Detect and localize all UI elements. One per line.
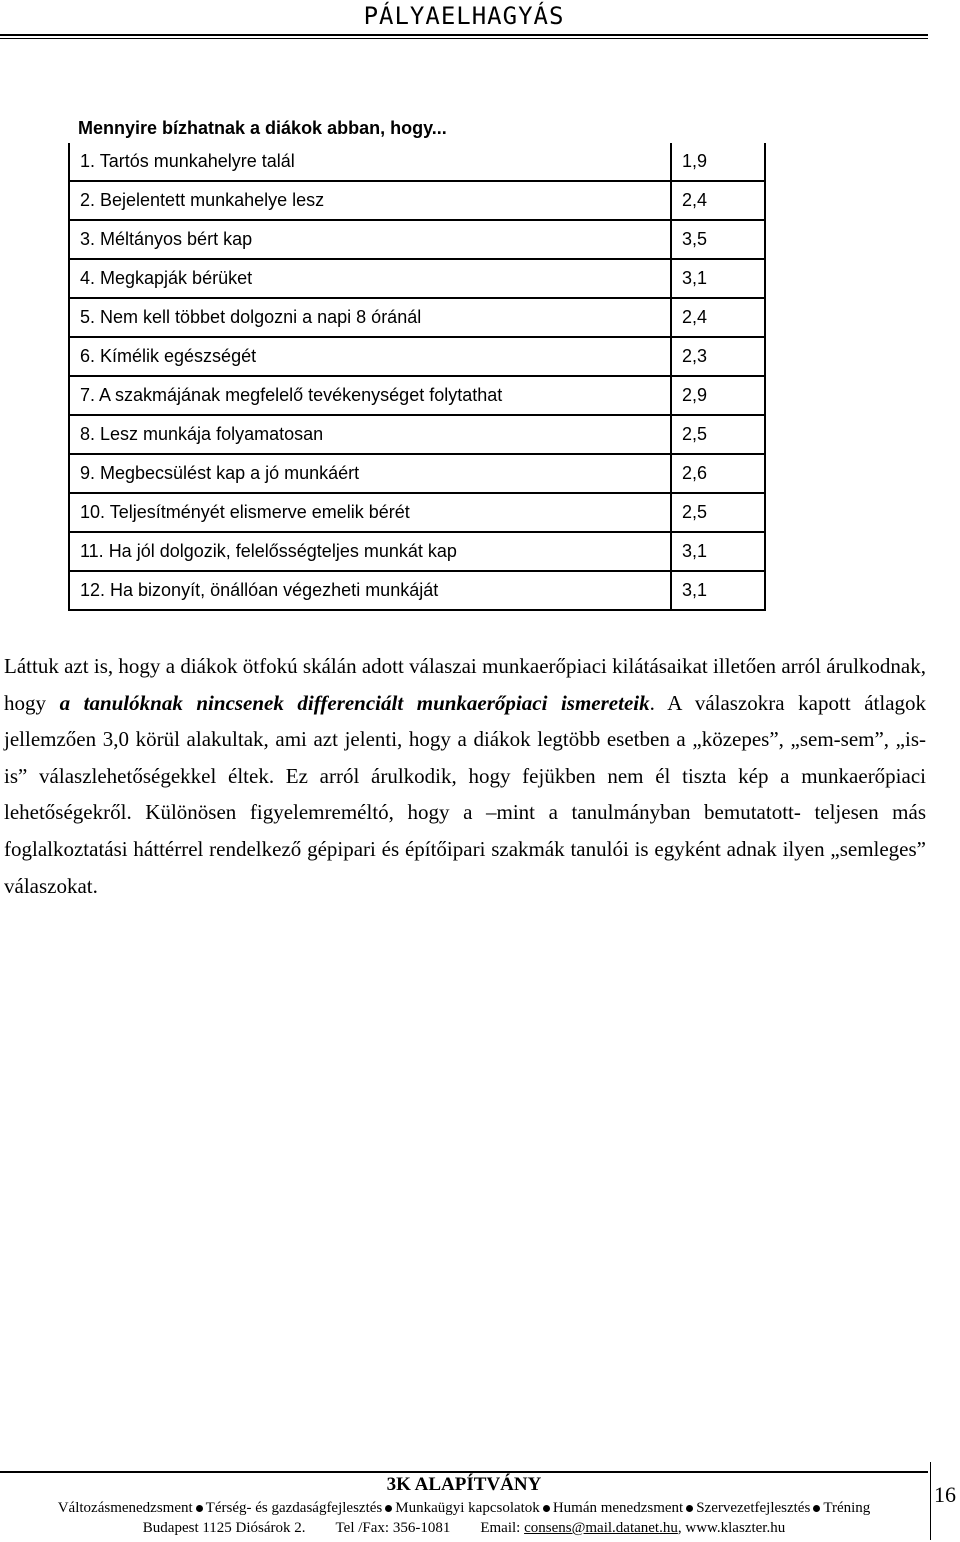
footer-service-item: Szervezetfejlesztés <box>696 1500 811 1516</box>
row-value: 2,5 <box>671 415 765 454</box>
row-label: 3. Méltányos bért kap <box>69 220 671 259</box>
row-value: 3,5 <box>671 220 765 259</box>
row-label: 8. Lesz munkája folyamatosan <box>69 415 671 454</box>
row-label: 11. Ha jól dolgozik, felelősségteljes munkát kap <box>69 532 671 571</box>
footer-service-item: Változásmenedzsment <box>57 1500 193 1516</box>
row-value: 2,9 <box>671 376 765 415</box>
footer-rule <box>0 1471 928 1473</box>
footer-service-item: Tréning <box>823 1500 871 1516</box>
survey-table <box>68 143 766 611</box>
survey-question: Mennyire bízhatnak a diákok abban, hogy... <box>78 118 447 138</box>
row-value: 2,4 <box>671 298 765 337</box>
bullet-icon <box>686 1505 693 1512</box>
page-number: 16 <box>934 1482 956 1507</box>
footer-organization: 3K ALAPÍTVÁNY <box>386 1474 542 1495</box>
footer-service-item: Munkaügyi kapcsolatok <box>395 1500 540 1516</box>
row-value: 3,1 <box>671 259 765 298</box>
body-paragraph <box>4 648 926 904</box>
footer-service-item: Térség- és gazdaságfejlesztés <box>205 1500 383 1516</box>
paragraph-emphasis: a tanulóknak nincsenek differenciált munkaerőpiaci ismereteik <box>59 690 650 715</box>
footer-website: , www.klaszter.hu <box>677 1520 786 1536</box>
bullet-icon <box>813 1505 820 1512</box>
table-row <box>69 532 765 571</box>
row-value: 2,3 <box>671 337 765 376</box>
header-rule-thin <box>0 38 928 39</box>
bullet-icon <box>543 1505 550 1512</box>
row-value: 1,9 <box>671 143 765 181</box>
table-row <box>69 181 765 220</box>
footer-email-link[interactable]: consens@mail.datanet.hu <box>524 1520 678 1536</box>
paragraph-text-1: Láttuk azt is, hogy a diákok ötfokú skálán adott válaszai munkaerőpiaci kilátásaikat illetően arról árulkodnak, hogy <box>4 654 926 715</box>
table-row <box>69 337 765 376</box>
table-row <box>69 454 765 493</box>
page-number-divider <box>930 1462 931 1540</box>
table-row <box>69 493 765 532</box>
row-label: 6. Kímélik egészségét <box>69 337 671 376</box>
row-value: 3,1 <box>671 571 765 610</box>
row-value: 2,5 <box>671 493 765 532</box>
row-label: 10. Teljesítményét elismerve emelik bérét <box>69 493 671 532</box>
footer-service-item: Humán menedzsment <box>552 1500 684 1516</box>
footer-address-line <box>0 1520 928 1537</box>
table-row <box>69 415 765 454</box>
footer-address: Budapest 1125 Diósárok 2. <box>142 1520 306 1536</box>
table-row <box>69 376 765 415</box>
table-row <box>69 259 765 298</box>
table-row <box>69 220 765 259</box>
bullet-icon <box>196 1505 203 1512</box>
row-value: 3,1 <box>671 532 765 571</box>
row-label: 2. Bejelentett munkahelye lesz <box>69 181 671 220</box>
bullet-icon <box>385 1505 392 1512</box>
row-label: 12. Ha bizonyít, önállóan végezheti munkáját <box>69 571 671 610</box>
footer-phone: Tel /Fax: 356-1081 <box>335 1520 451 1536</box>
paragraph-text-2: . A válaszokra kapott átlagok jellemzően 3,0 körül alakultak, ami azt jelenti, hogy a diákok legtöbb esetben a „közepes”, „sem-sem”, „is-is” válaszlehetőségekkel éltek. Ez arról árulkodik, hogy fejükben nem él tiszta kép a munkaerőpiaci lehetőségekről. Különösen figyelemreméltó, hogy a –mint a tanulmányban bemutatott- teljesen más foglalkoztatási háttérrel rendelkező gépipari és építőipari szakmák tanulói is egyként adnak ilyen „semleges” válaszokat. <box>4 690 927 898</box>
footer-email-label: Email: <box>480 1520 521 1536</box>
row-value: 2,4 <box>671 181 765 220</box>
footer-services <box>0 1500 928 1517</box>
row-label: 7. A szakmájának megfelelő tevékenységet folytathat <box>69 376 671 415</box>
table-row <box>69 143 765 181</box>
table-row <box>69 571 765 610</box>
table-row <box>69 298 765 337</box>
row-value: 2,6 <box>671 454 765 493</box>
row-label: 5. Nem kell többet dolgozni a napi 8 óránál <box>69 298 671 337</box>
header-title: PÁLYAELHAGYÁS <box>363 2 565 30</box>
row-label: 9. Megbecsülést kap a jó munkáért <box>69 454 671 493</box>
row-label: 4. Megkapják bérüket <box>69 259 671 298</box>
row-label: 1. Tartós munkahelyre talál <box>69 143 671 181</box>
header-rule <box>0 34 928 36</box>
